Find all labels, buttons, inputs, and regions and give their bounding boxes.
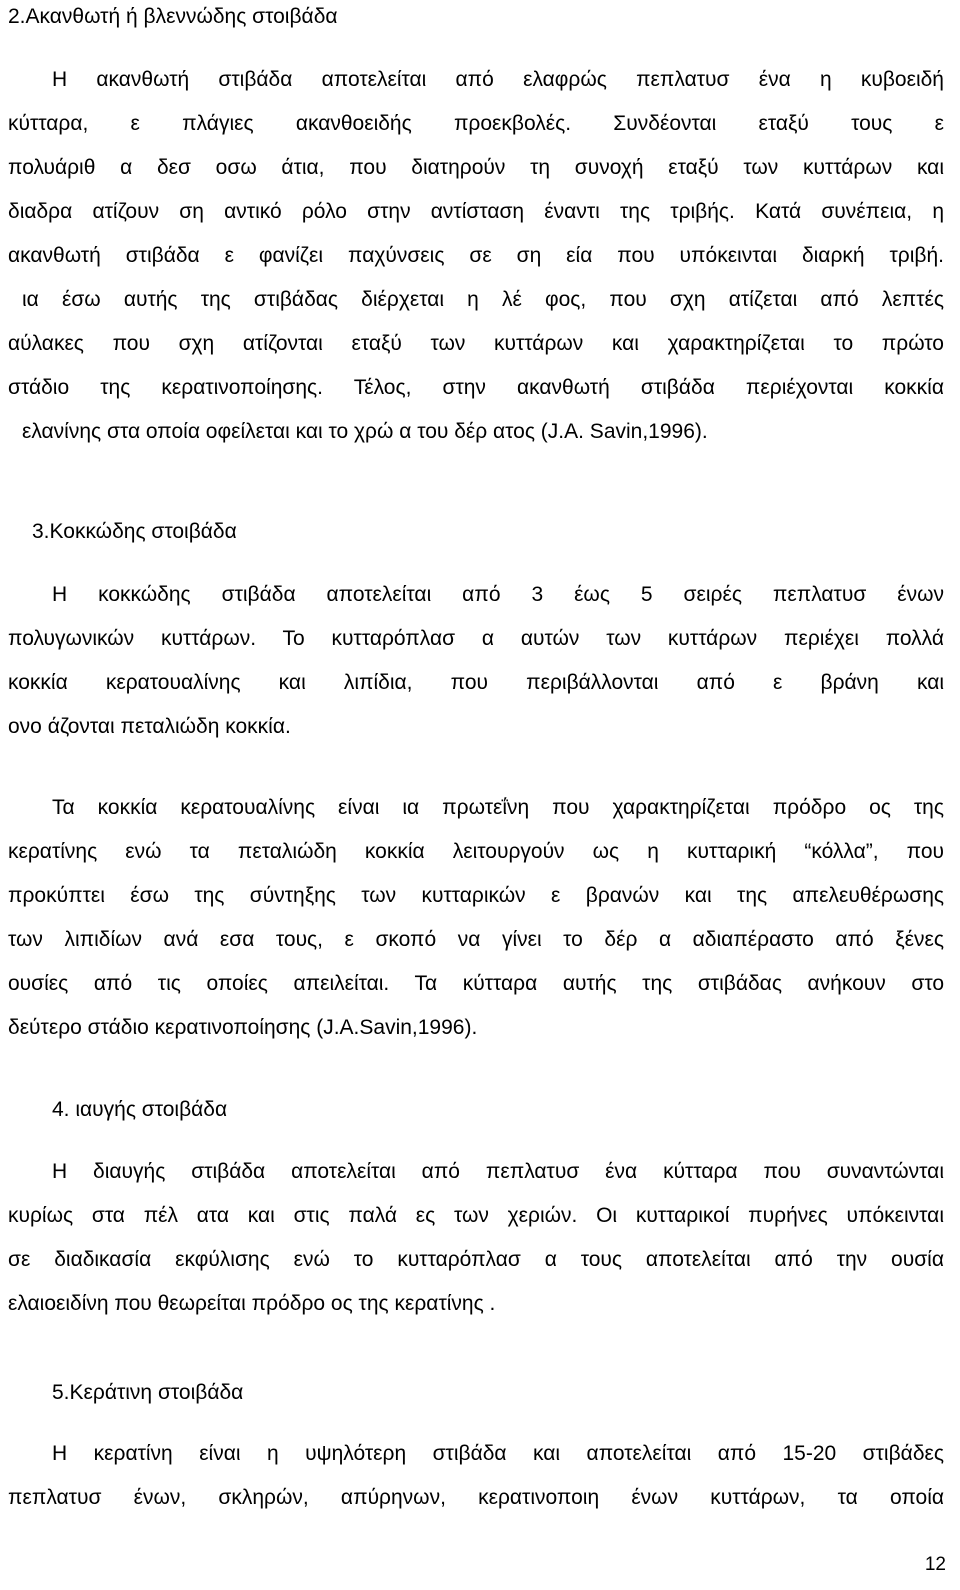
paragraph-horny-layer [8,1432,944,1520]
paragraph-line: πολυγωνικών κυττάρων. Το κυτταρόπλασ α αυτών των κυττάρων περιέχει πολλά [8,627,944,650]
paragraph-line: κύτταρα, ε πλάγιες ακανθοειδής προεκβολές. Συνδέονται εταξύ τους ε [8,112,944,135]
paragraph-line: Η διαυγής στιβάδα αποτελείται από πεπλατυσ ένα κύτταρα που συναντώνται [52,1160,944,1183]
paragraph-line: προκύπτει έσω της σύντηξης των κυτταρικών ε βρανών και της απελευθέρωσης [8,884,944,907]
page-number: 12 [924,1554,946,1575]
paragraph-granular-layer [8,573,944,749]
paragraph-line: στάδιο της κερατινοποίησης. Τέλος, στην ακανθωτή στιβάδα περιέχονται κοκκία [8,376,944,399]
paragraph-line: Τα κοκκία κερατουαλίνης είναι ια πρωτεΐνη που χαρακτηρίζεται πρόδρο ος της [52,796,944,819]
paragraph-line: πολυάριθ α δεσ οσω άτια, που διατηρούν τη συνοχή εταξύ των κυττάρων και [8,156,944,179]
paragraph-spinous-layer [8,58,944,454]
paragraph-line: σε διαδικασία εκφύλισης ενώ το κυτταρόπλασ α τους αποτελείται από την ουσία [8,1248,944,1271]
paragraph-line: ελαιοειδίνη που θεωρείται πρόδρο ος της κερατίνης . [8,1292,496,1315]
paragraph-line: ονο άζονται πεταλιώδη κοκκία. [8,715,291,738]
paragraph-line: δεύτερο στάδιο κερατινοποίησης (J.A.Savin,1996). [8,1016,478,1039]
paragraph-line: πεπλατυσ ένων, σκληρών, απύρηνων, κερατινοποιη ένων κυττάρων, τα οποία [8,1486,944,1509]
paragraph-line: ακανθωτή στιβάδα ε φανίζει παχύνσεις σε ση εία που υπόκεινται διαρκή τριβή. [8,244,944,267]
paragraph-line: κοκκία κερατουαλίνης και λιπίδια, που περιβάλλονται από ε βράνη και [8,671,944,694]
paragraph-line: κερατίνης ενώ τα πεταλιώδη κοκκία λειτουργούν ως η κυτταρική “κόλλα”, που [8,840,944,863]
paragraph-clear-layer [8,1150,944,1326]
paragraph-keratohyalin [8,786,944,1050]
paragraph-line: Η ακανθωτή στιβάδα αποτελείται από ελαφρώς πεπλατυσ ένα η κυβοειδή [52,68,944,91]
paragraph-line: κυρίως στα πέλ ατα και στις παλά ες των χεριών. Οι κυτταρικοί πυρήνες υπόκεινται [8,1204,944,1227]
paragraph-line: Η κοκκώδης στιβάδα αποτελείται από 3 έως 5 σειρές πεπλατυσ ένων [52,583,944,606]
paragraph-line: αύλακες που σχη ατίζονται εταξύ των κυττάρων και χαρακτηρίζεται το πρώτο [8,332,944,355]
paragraph-line: ελανίνης στα οποία οφείλεται και το χρώ α του δέρ ατος (J.A. Savin,1996). [22,420,708,443]
paragraph-line: ια έσω αυτής της στιβάδας διέρχεται η λέ φος, που σχη ατίζεται από λεπτές [22,288,944,311]
section-heading-4: 4. ιαυγής στοιβάδα [52,1098,228,1121]
paragraph-line: διαδρα ατίζουν ση αντικό ρόλο στην αντίσταση έναντι της τριβής. Κατά συνέπεια, η [8,200,944,223]
section-heading-5: 5.Κεράτινη στοιβάδα [52,1381,244,1404]
paragraph-line: των λιπιδίων ανά εσα τους, ε σκοπό να γίνει το δέρ α αδιαπέραστο από ξένες [8,928,944,951]
paragraph-line: ουσίες από τις οποίες απειλείται. Τα κύτταρα αυτής της στιβάδας ανήκουν στο [8,972,944,995]
paragraph-line: Η κερατίνη είναι η υψηλότερη στιβάδα και αποτελείται από 15-20 στιβάδες [52,1442,944,1465]
section-heading-2: 2.Ακανθωτή ή βλεννώδης στοιβάδα [8,5,338,28]
section-heading-3: 3.Κοκκώδης στοιβάδα [32,520,237,543]
